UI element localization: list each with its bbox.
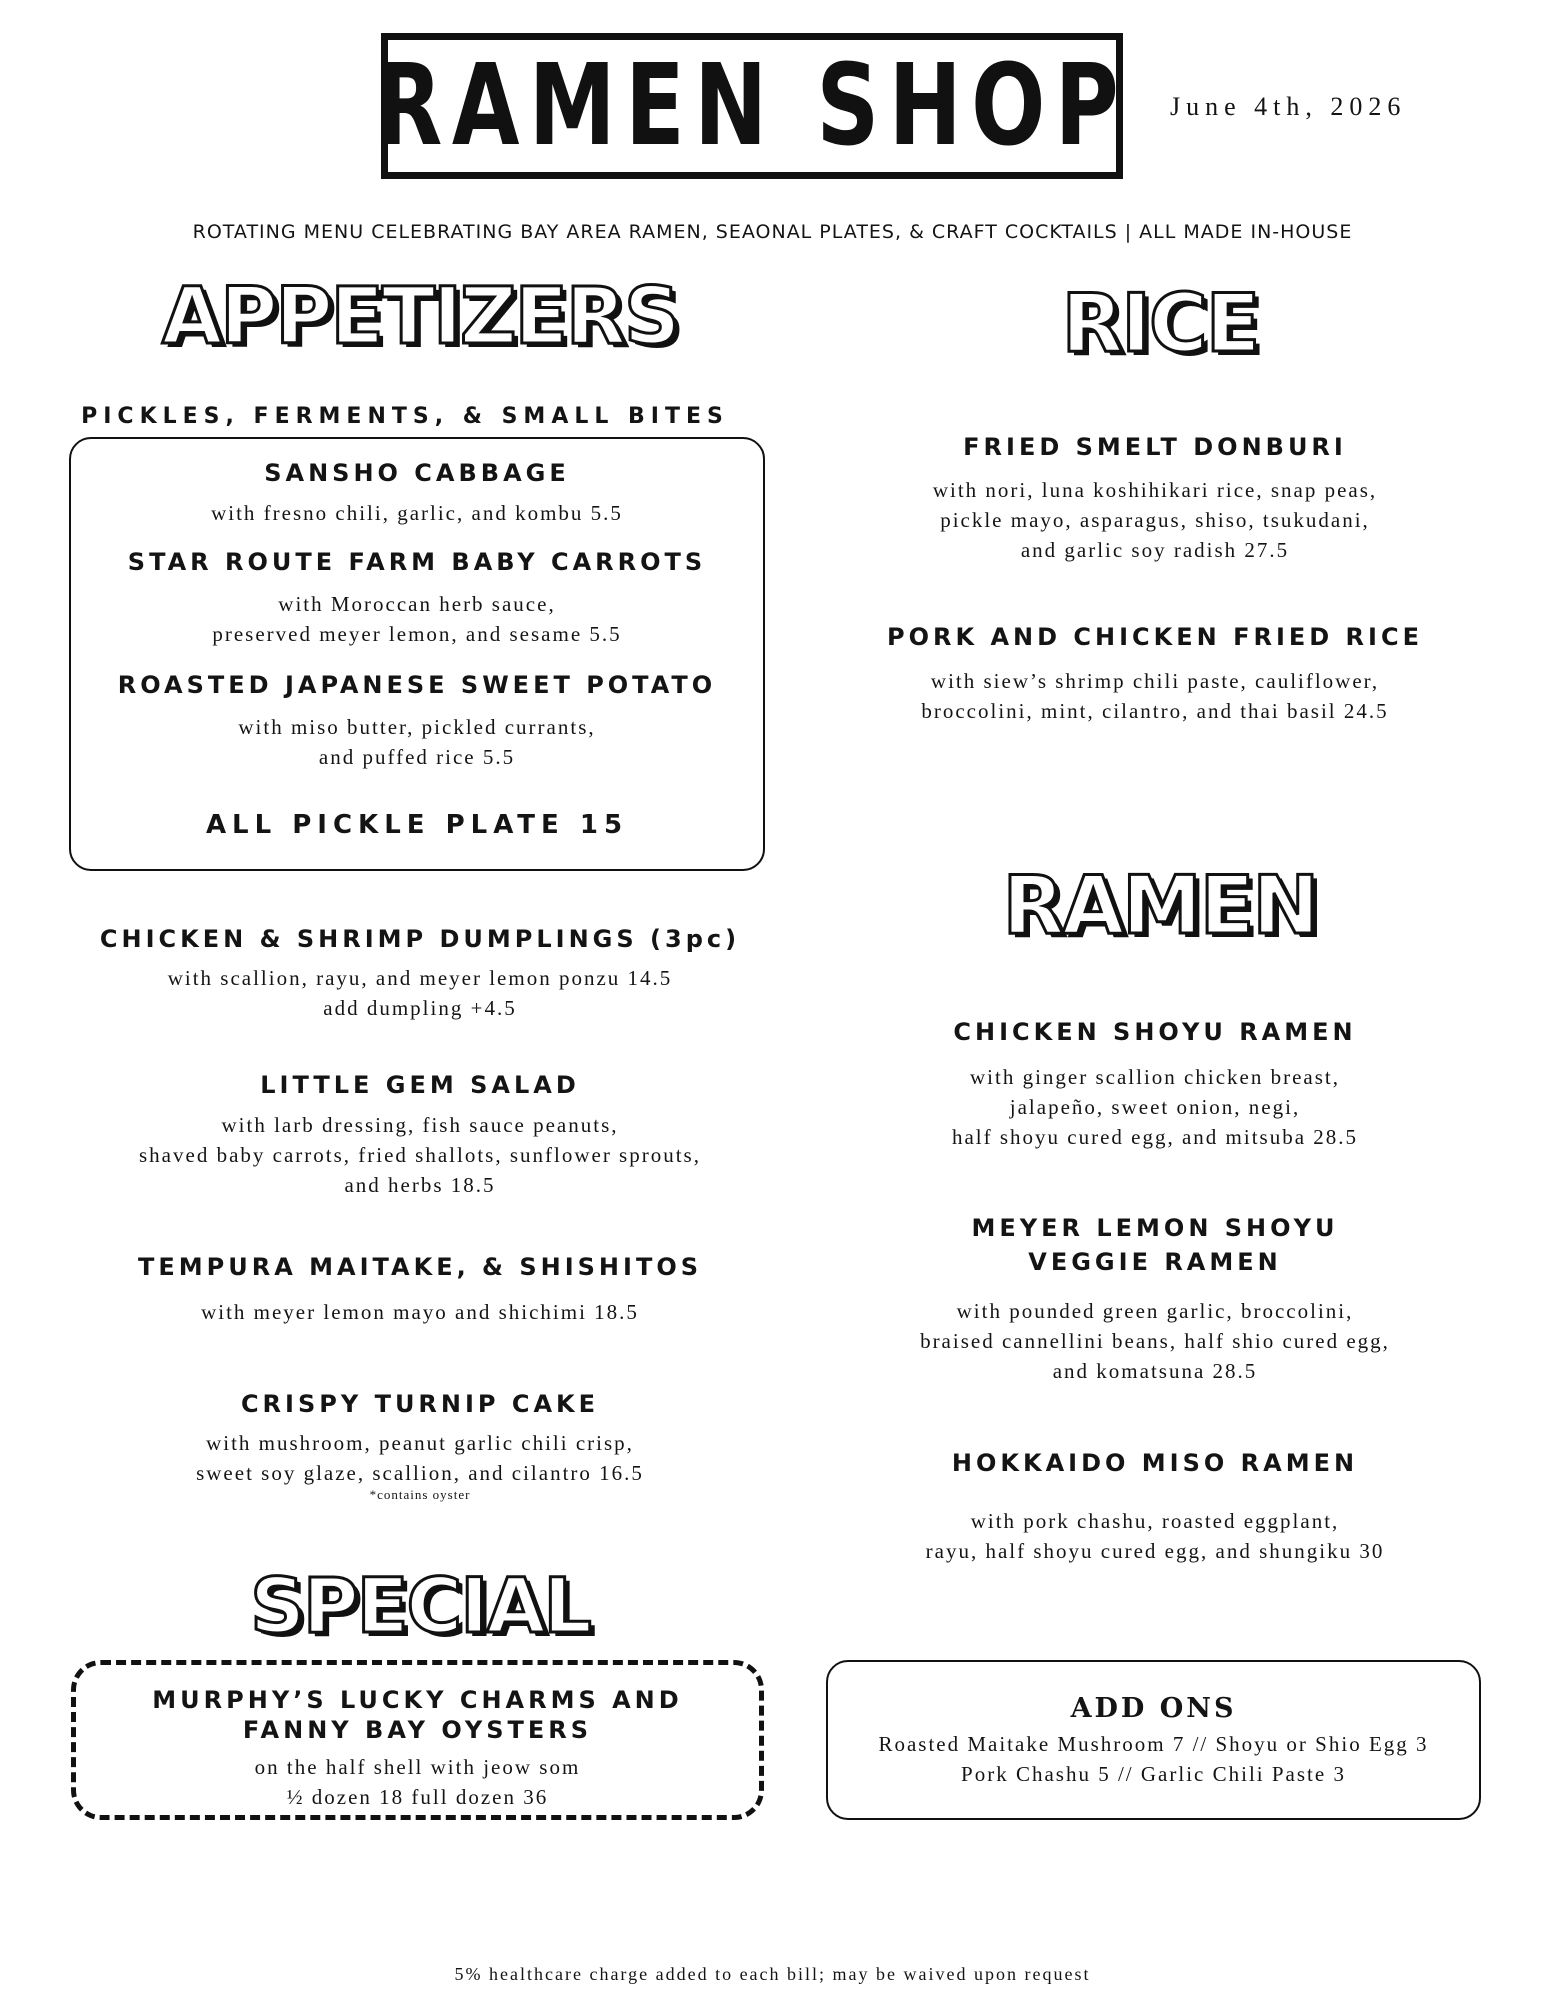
title-line: HOKKAIDO MISO RAMEN	[951, 1449, 1359, 1477]
desc-line: with meyer lemon mayo and shichimi 18.5	[201, 1300, 639, 1324]
desc-line: with pounded green garlic, broccolini,	[956, 1299, 1354, 1323]
desc-line: add dumpling +4.5	[323, 996, 517, 1020]
logo-text: RAMEN SHOP	[375, 41, 1129, 171]
special-heading: SPECIAL	[250, 1561, 590, 1650]
desc-line: pickle mayo, asparagus, shiso, tsukudani,	[940, 508, 1370, 532]
desc-line: with mushroom, peanut garlic chili crisp,	[206, 1431, 634, 1455]
desc-line: with ginger scallion chicken breast,	[970, 1065, 1340, 1089]
item-title: FRIED SMELT DONBURI	[963, 433, 1347, 461]
desc-line: ½ dozen 18 full dozen 36	[286, 1785, 549, 1809]
desc-line: sweet soy glaze, scallion, and cilantro 16.5	[196, 1461, 644, 1485]
title-line: MURPHY’S LUCKY CHARMS AND	[152, 1686, 683, 1714]
desc-line: and garlic soy radish 27.5	[1020, 538, 1290, 562]
item-title: TEMPURA MAITAKE, & SHISHITOS	[137, 1253, 702, 1281]
item-desc	[30, 1297, 810, 1327]
desc-line: preserved meyer lemon, and sesame 5.5	[212, 622, 622, 646]
desc-line: with scallion, rayu, and meyer lemon ponzu 14.5	[167, 966, 673, 990]
desc-line: with nori, luna koshihikari rice, snap peas,	[932, 478, 1378, 502]
appetizers-heading: APPETIZERS	[161, 272, 679, 362]
desc-line: with pork chashu, roasted eggplant,	[970, 1509, 1340, 1533]
item-title	[830, 1211, 1480, 1279]
desc-line: with siew’s shrimp chili paste, cauliflower,	[930, 669, 1380, 693]
desc-line: jalapeño, sweet onion, negi,	[1009, 1095, 1301, 1119]
pickle-plate: ALL PICKLE PLATE 15	[205, 810, 629, 840]
desc-line: Roasted Maitake Mushroom 7 // Shoyu or Shio Egg 3	[878, 1732, 1429, 1756]
desc-line: Pork Chashu 5 // Garlic Chili Paste 3	[961, 1762, 1346, 1786]
item-title	[830, 1446, 1480, 1480]
desc-line: with Moroccan herb sauce,	[278, 592, 556, 616]
addons-desc	[826, 1729, 1481, 1789]
oyster-note: *contains oyster	[369, 1487, 471, 1502]
desc-line: rayu, half shoyu cured egg, and shungiku 30	[925, 1539, 1385, 1563]
title-line: CHICKEN SHOYU RAMEN	[953, 1018, 1357, 1046]
item-title: LITTLE GEM SALAD	[260, 1071, 580, 1099]
special-title	[71, 1685, 764, 1745]
ramen-heading: RAMEN	[1002, 859, 1318, 952]
logo	[375, 33, 1129, 179]
item-title: ROASTED JAPANESE SWEET POTATO	[117, 671, 717, 699]
item-desc	[830, 666, 1480, 726]
desc-line: on the half shell with jeow som	[254, 1755, 581, 1779]
item-desc	[30, 1428, 810, 1488]
desc-line: shaved baby carrots, fried shallots, sunflower sprouts,	[139, 1143, 701, 1167]
item-title: CRISPY TURNIP CAKE	[240, 1390, 600, 1418]
tagline: ROTATING MENU CELEBRATING BAY AREA RAMEN, SEAONAL PLATES, & CRAFT COCKTAILS | ALL MADE IN-HOUSE	[192, 221, 1353, 243]
rice-heading: RICE	[1061, 277, 1259, 370]
desc-line: and komatsuna 28.5	[1052, 1359, 1258, 1383]
item-desc	[69, 712, 765, 772]
title-line: FANNY BAY OYSTERS	[242, 1716, 593, 1744]
title-line: MEYER LEMON SHOYU	[971, 1214, 1339, 1242]
desc-line: with fresno chili, garlic, and kombu 5.5	[211, 501, 623, 525]
item-desc	[69, 498, 765, 528]
menu-date: June 4th, 2026	[1170, 92, 1407, 121]
desc-line: broccolini, mint, cilantro, and thai basil 24.5	[921, 699, 1389, 723]
desc-line: with miso butter, pickled currants,	[238, 715, 596, 739]
title-line: VEGGIE RAMEN	[1028, 1248, 1282, 1276]
item-desc	[830, 1062, 1480, 1152]
item-title: PORK AND CHICKEN FRIED RICE	[887, 623, 1423, 651]
special-desc	[71, 1752, 764, 1812]
item-title: STAR ROUTE FARM BABY CARROTS	[127, 548, 707, 576]
desc-line: with larb dressing, fish sauce peanuts,	[221, 1113, 619, 1137]
desc-line: half shoyu cured egg, and mitsuba 28.5	[951, 1125, 1359, 1149]
addons-title: ADD ONS	[1070, 1693, 1237, 1724]
item-title: CHICKEN & SHRIMP DUMPLINGS (3pc)	[99, 925, 741, 953]
item-desc	[69, 589, 765, 649]
item-title	[830, 1015, 1480, 1049]
item-desc	[830, 1296, 1480, 1386]
item-desc	[830, 475, 1480, 565]
appetizers-subheading: PICKLES, FERMENTS, & SMALL BITES	[81, 404, 729, 429]
desc-line: and puffed rice 5.5	[318, 745, 516, 769]
desc-line: and herbs 18.5	[344, 1173, 496, 1197]
item-desc	[30, 963, 810, 1023]
item-desc	[30, 1110, 810, 1200]
footer-note: 5% healthcare charge added to each bill; may be waived upon request	[454, 1964, 1091, 1984]
desc-line: braised cannellini beans, half shio cured egg,	[920, 1329, 1390, 1353]
item-desc	[830, 1506, 1480, 1566]
item-title: SANSHO CABBAGE	[264, 459, 570, 487]
